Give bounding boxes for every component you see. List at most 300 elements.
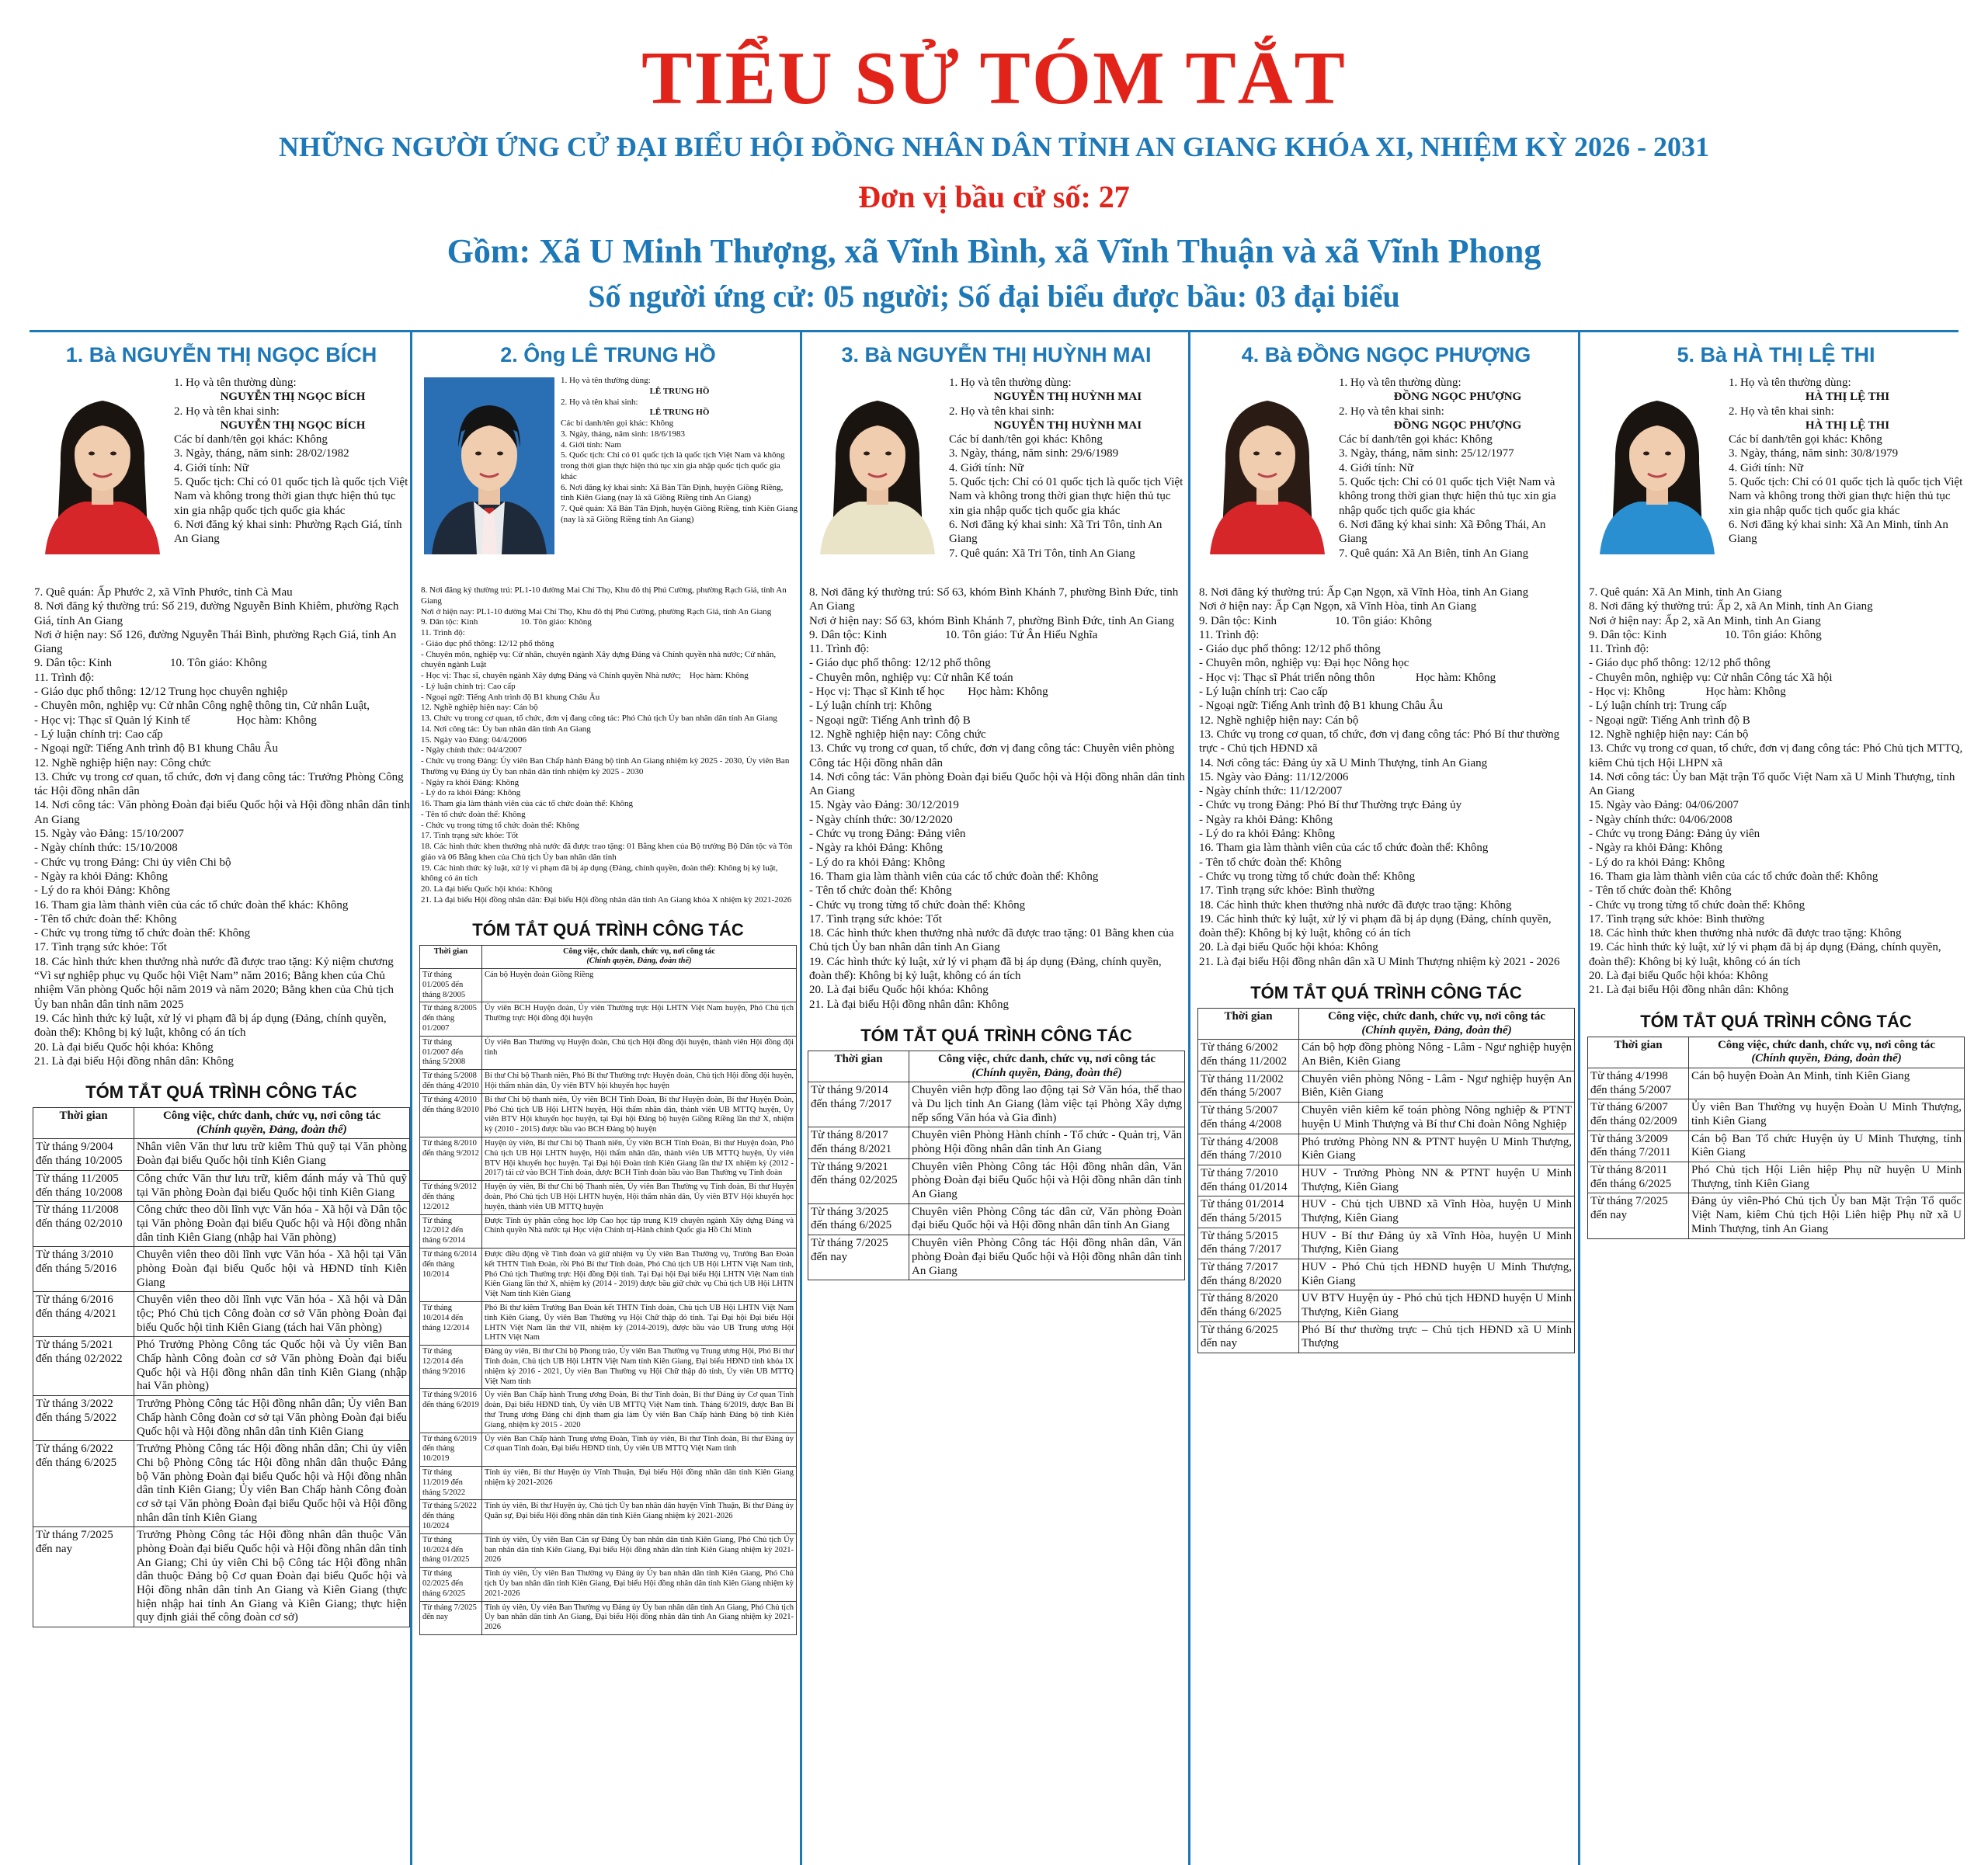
time-cell: Từ tháng 8/2017 đến tháng 8/2021 — [808, 1127, 909, 1158]
work-cell: Bí thư Chi bộ thanh niên, Ủy viên BCH Tỉnh Đoàn, Bí thư Huyện đoàn, Bí thư Huyện Đoàn, Phó Chủ tịch UB Hội LHTN huyện, Hội thẩm nhân dân, thành viên UB MTTQ huyện, Ủy viên BTV Hội khuyến học huyện, tại Đại hội Đảng bộ huyện Giồng Riềng lần thứ X, nhiệm kỳ (2010 - 2015) được bầu vào BCH Đảng bộ huyện — [482, 1093, 797, 1137]
table-row — [420, 1346, 797, 1389]
table-row — [420, 1093, 797, 1137]
table-row — [1198, 1103, 1575, 1134]
table-row — [808, 1203, 1185, 1235]
detail-line: 11. Trình độ: — [1199, 628, 1260, 641]
detail-line: 9. Dân tộc: Kinh 10. Tôn giáo: Không — [34, 657, 267, 670]
detail-line: 9. Dân tộc: Kinh 10. Tôn giáo: Không — [421, 617, 592, 627]
detail-line: 13. Chức vụ trong cơ quan, tổ chức, đơn vị đang công tác: Phó Bí thư thường trực - Chủ tịch HĐND xã — [1199, 728, 1562, 755]
work-history-table — [1587, 1037, 1965, 1239]
profile-line: HÀ THỊ LỆ THI — [1805, 418, 1890, 432]
work-cell: Nhân viên Văn thư lưu trữ kiêm Thủ quỹ tại Văn phòng Đoàn đại biểu Quốc hội tỉnh Kiên Giang — [134, 1139, 410, 1170]
detail-line: 20. Là đại biểu Quốc hội khóa: Không — [34, 1040, 214, 1054]
profile-line: LÊ TRUNG HỒ — [649, 408, 710, 418]
profile-line: Các bí danh/tên gọi khác: Không — [1339, 433, 1493, 446]
time-cell: Từ tháng 9/2021 đến tháng 02/2025 — [808, 1158, 909, 1203]
time-cell: Từ tháng 01/2005 đến tháng 8/2005 — [420, 969, 482, 1002]
detail-line: 14. Nơi công tác: Ủy ban nhân dân tỉnh An Giang — [421, 724, 591, 734]
detail-line: 8. Nơi đăng ký thường trú: Ấp 2, xã An Minh, tỉnh An Giang — [1589, 600, 1873, 613]
detail-line: - Giáo dục phổ thông: 12/12 Trung học chuyên nghiệp — [34, 686, 288, 699]
detail-line: 16. Tham gia làm thành viên của các tổ chức đoàn thể: Không — [1199, 842, 1489, 855]
time-column-header: Thời gian — [420, 945, 482, 969]
table-row — [420, 1070, 797, 1094]
detail-line: 14. Nơi công tác: Văn phòng Đoàn đại biểu Quốc hội và Hội đồng nhân dân tỉnh An Giang — [809, 770, 1187, 798]
detail-line: - Học vị: Thạc sĩ Kinh tế học Học hàm: Không — [809, 686, 1048, 699]
work-history-table — [33, 1107, 410, 1627]
detail-line: 16. Tham gia làm thành viên của các tổ chức đoàn thể: Không — [1589, 870, 1879, 883]
work-cell: Phó Bí thư thường trực – Chủ tịch HĐND xã U Minh Thượng — [1299, 1321, 1575, 1353]
detail-line: 21. Là đại biểu Hội đồng nhân dân: Không — [809, 998, 1010, 1011]
work-cell: Tỉnh ủy viên, Bí thư Huyện ủy, Chủ tịch Ủy ban nhân dân huyện Vĩnh Thuận, Bí thư Đảng ủy Quân sự, Đại biểu Hội đồng nhân dân tỉnh Kiên Giang nhiệm kỳ 2021-2026 — [482, 1500, 797, 1533]
detail-line: 11. Trình độ: — [421, 628, 465, 637]
work-column-header — [909, 1051, 1185, 1082]
detail-line: 15. Ngày vào Đảng: 04/4/2006 — [421, 735, 527, 745]
time-cell: Từ tháng 6/2025 đến nay — [1198, 1321, 1299, 1353]
profile-line: 4. Giới tính: Nữ — [949, 461, 1024, 474]
table-row — [420, 1601, 797, 1634]
profile-details — [1584, 585, 1968, 998]
time-cell: Từ tháng 8/2011 đến tháng 6/2025 — [1588, 1162, 1689, 1193]
profile-details — [30, 585, 413, 1068]
work-cell: UV BTV Huyện ủy - Phó chủ tịch HĐND huyện U Minh Thượng, Kiên Giang — [1299, 1290, 1575, 1321]
detail-line: 18. Các hình thức khen thưởng nhà nước đã được trao tặng: Kỷ niệm chương “Vì sự nghiệp phục vụ Quốc hội Việt Nam” năm 2016; Bằng khen của Chủ nhiệm Văn phòng Quốc hội năm 2019 và năm 2020; Bằng khen của Chủ tịch Ủy ban nhân dân tỉnh năm 2025 — [34, 955, 397, 1011]
table-row — [1588, 1130, 1965, 1162]
detail-line: 19. Các hình thức kỷ luật, xử lý vi phạm đã bị áp dụng (Đảng, chính quyền, đoàn thể): Không bị kỷ luật, không có án tích — [1589, 941, 1945, 968]
time-cell: Từ tháng 6/2019 đến tháng 10/2019 — [420, 1433, 482, 1466]
work-cell: Chuyên viên Phòng Công tác dân cử, Văn phòng Đoàn đại biểu Quốc hội và Hội đồng nhân dân tỉnh An Giang — [909, 1203, 1185, 1235]
detail-line: 19. Các hình thức kỷ luật, xử lý vi phạm đã bị áp dụng (Đảng, chính quyền, đoàn thể): Không bị kỷ luật, không có án tích — [809, 955, 1165, 983]
time-cell: Từ tháng 11/2005 đến tháng 10/2008 — [33, 1170, 134, 1201]
detail-line: - Lý luận chính trị: Cao cấp — [1199, 686, 1328, 699]
profile-line: NGUYỄN THỊ HUỲNH MAI — [993, 418, 1142, 432]
work-cell: Chuyên viên Phòng Công tác Hội đồng nhân dân, Văn phòng Đoàn đại biểu Quốc hội và Hội đồng nhân dân tỉnh An Giang — [909, 1235, 1185, 1280]
detail-line: - Chuyên môn, nghiệp vụ: Đại học Nông học — [1199, 657, 1409, 670]
detail-line: - Lý luận chính trị: Trung cấp — [1589, 700, 1727, 713]
time-cell: Từ tháng 3/2025 đến tháng 6/2025 — [808, 1203, 909, 1235]
detail-line: - Lý do ra khỏi Đảng: Không — [421, 788, 521, 798]
detail-line: 12. Nghề nghiệp hiện nay: Công chức — [34, 756, 211, 769]
time-cell: Từ tháng 9/2004 đến tháng 10/2005 — [33, 1139, 134, 1170]
profile-line: 5. Quốc tịch: Chỉ có 01 quốc tịch Việt Nam và không trong thời gian thực hiện thủ tục xin gia nhập quốc tịch quốc gia khác — [1339, 476, 1556, 517]
work-history-table — [419, 945, 797, 1635]
candidate-profile — [1194, 376, 1578, 585]
time-cell: Từ tháng 10/2024 đến tháng 01/2025 — [420, 1533, 482, 1567]
detail-line: 20. Là đại biểu Quốc hội khóa: Không — [809, 984, 989, 997]
detail-line: 8. Nơi đăng ký thường trú: Số 63, khóm Bình Khánh 7, phường Bình Đức, tỉnh An Giang — [809, 586, 1181, 613]
detail-line: - Học vị: Thạc sĩ, chuyên ngành Xây dựng Đảng và Chính quyền Nhà nước; Học hàm: Không — [421, 671, 749, 680]
detail-line: - Ngày chính thức: 04/4/2007 — [421, 745, 522, 755]
detail-line: 7. Quê quán: Xã An Minh, tỉnh An Giang — [1589, 586, 1782, 599]
time-column-header: Thời gian — [33, 1108, 134, 1139]
work-cell: Chuyên viên kiêm kế toán phòng Nông nghiệp & PTNT huyện U Minh Thượng và Bí thư Chi đoàn Nông Nghiệp — [1299, 1103, 1575, 1134]
detail-line: Nơi ở hiện nay: Số 63, khóm Bình Khánh 7, phường Bình Đức, tỉnh An Giang — [809, 614, 1175, 627]
table-row — [420, 1433, 797, 1466]
profile-line: Các bí danh/tên gọi khác: Không — [949, 433, 1103, 446]
candidate-profile — [30, 376, 413, 585]
detail-line: 8. Nơi đăng ký thường trú: Ấp Cạn Ngọn, xã Vĩnh Hòa, tỉnh An Giang — [1199, 586, 1529, 599]
detail-line: 8. Nơi đăng ký thường trú: PL1-10 đường Mai Chí Thọ, Khu đô thị Phú Cường, phường Rạch Giá, tỉnh An Giang — [421, 585, 789, 606]
detail-line: - Chức vụ trong từng tổ chức đoàn thể: Không — [1589, 898, 1806, 912]
time-cell: Từ tháng 01/2014 đến tháng 5/2015 — [1198, 1196, 1299, 1228]
profile-line: ĐỒNG NGỌC PHƯỢNG — [1393, 418, 1522, 432]
table-row — [420, 1568, 797, 1601]
work-column-header — [1689, 1037, 1965, 1068]
work-cell: Huyện ủy viên, Bí thư Chi bộ Thanh niên, Ủy viên Ban Thường vụ Tỉnh đoàn, Bí thư Huyện đoàn, Phó Chủ tịch UB Hội LHTN huyện, Hội thẩm nhân dân, Ủy viên BTV Hội khuyến học huyện, thành viên UB MTTQ huyện — [482, 1181, 797, 1214]
candidate-profile — [1584, 376, 1968, 585]
work-cell: Phó trưởng Phòng NN & PTNT huyện U Minh Thượng, Kiên Giang — [1299, 1134, 1575, 1165]
detail-line: 17. Tình trạng sức khỏe: Tốt — [809, 912, 942, 926]
profile-line: 3. Ngày, tháng, năm sinh: 28/02/1982 — [174, 447, 349, 460]
detail-line: 17. Tình trạng sức khỏe: Bình thường — [1199, 884, 1375, 898]
work-header-sub: (Chính quyền, Đảng, đoàn thể) — [1361, 1023, 1512, 1037]
detail-line: 21. Là đại biểu Hội đồng nhân dân xã U Minh Thượng nhiệm kỳ 2021 - 2026 — [1199, 955, 1560, 968]
profile-line: 7. Quê quán: Xã An Biên, tỉnh An Giang — [1339, 547, 1529, 560]
candidate-column — [1584, 332, 1968, 1865]
time-cell: Từ tháng 9/2012 đến tháng 12/2012 — [420, 1181, 482, 1214]
electoral-area: Gồm: Xã U Minh Thượng, xã Vĩnh Bình, xã Vĩnh Thuận và xã Vĩnh Phong — [447, 232, 1541, 270]
table-row — [420, 1466, 797, 1499]
profile-line: NGUYỄN THỊ NGỌC BÍCH — [220, 418, 366, 432]
table-row — [1588, 1162, 1965, 1193]
candidate-photo — [812, 377, 943, 554]
table-row — [33, 1441, 410, 1527]
detail-line: 18. Các hình thức khen thưởng nhà nước đã được trao tặng: Không — [1589, 927, 1902, 940]
detail-line: 9. Dân tộc: Kinh 10. Tôn giáo: Không — [1199, 614, 1432, 627]
table-row — [808, 1127, 1185, 1158]
detail-line: 20. Là đại biểu Quốc hội khóa: Không — [1589, 970, 1768, 983]
time-cell: Từ tháng 9/2014 đến tháng 7/2017 — [808, 1082, 909, 1127]
detail-line: - Lý luận chính trị: Cao cấp — [421, 681, 516, 691]
table-row — [1198, 1290, 1575, 1321]
candidate-column — [416, 332, 800, 1865]
detail-line: - Ngày ra khỏi Đảng: Không — [34, 870, 169, 883]
page-subtitle: NHỮNG NGƯỜI ỨNG CỬ ĐẠI BIỂU HỘI ĐỒNG NHÂN DÂN TỈNH AN GIANG KHÓA XI, NHIỆM KỲ 2026 - 2031 — [278, 131, 1710, 162]
time-cell: Từ tháng 6/2022 đến tháng 6/2025 — [33, 1441, 134, 1527]
detail-line: Nơi ở hiện nay: Ấp 2, xã An Minh, tỉnh An Giang — [1589, 614, 1821, 627]
candidate-profile — [416, 376, 800, 585]
table-row — [33, 1247, 410, 1292]
work-column-header — [1299, 1009, 1575, 1040]
profile-line: LÊ TRUNG HỒ — [649, 386, 710, 396]
profile-line: 6. Nơi đăng ký khai sinh: Xã Tri Tôn, tỉnh An Giang — [949, 518, 1163, 546]
profile-line: 2. Họ và tên khai sinh: — [561, 397, 638, 407]
table-row — [33, 1396, 410, 1441]
profile-line: 6. Nơi đăng ký khai sinh: Xã An Minh, tỉnh An Giang — [1729, 518, 1948, 546]
table-row — [420, 1500, 797, 1533]
detail-line: - Chuyên môn, nghiệp vụ: Cử nhân Công nghệ thông tin, Cử nhân Luật, — [34, 700, 370, 713]
profile-line: 6. Nơi đăng ký khai sinh: Phường Rạch Giá, tỉnh An Giang — [174, 518, 402, 546]
work-cell: Cán bộ Ban Tổ chức Huyện ủy U Minh Thượng, tỉnh Kiên Giang — [1689, 1130, 1965, 1162]
detail-line: Nơi ở hiện nay: Ấp Cạn Ngọn, xã Vĩnh Hòa, tỉnh An Giang — [1199, 600, 1477, 613]
profile-line: Các bí danh/tên gọi khác: Không — [174, 433, 328, 446]
time-cell: Từ tháng 7/2025 đến nay — [1588, 1193, 1689, 1238]
detail-line: - Chức vụ trong từng tổ chức đoàn thể: Không — [421, 820, 579, 830]
candidate-column — [1194, 332, 1578, 1865]
table-row — [33, 1202, 410, 1247]
detail-line: - Giáo dục phổ thông: 12/12 phổ thông — [421, 638, 554, 648]
detail-line: 9. Dân tộc: Kinh 10. Tôn giáo: Tứ Ân Hiếu Nghĩa — [809, 628, 1098, 641]
detail-line: - Chức vụ trong Đảng: Phó Bí thư Thường trực Đảng ủy — [1199, 799, 1462, 812]
detail-line: - Lý luận chính trị: Không — [809, 700, 932, 713]
detail-line: - Lý do ra khỏi Đảng: Không — [1199, 828, 1335, 841]
time-cell: Từ tháng 12/2014 đến tháng 9/2016 — [420, 1346, 482, 1389]
detail-line: - Tên tổ chức đoàn thể: Không — [421, 809, 526, 819]
work-column-header — [134, 1108, 410, 1139]
detail-line: - Học vị: Không Học hàm: Không — [1589, 686, 1786, 699]
time-cell: Từ tháng 3/2022 đến tháng 5/2022 — [33, 1396, 134, 1441]
profile-line: 1. Họ và tên thường dùng: — [949, 377, 1072, 389]
work-header-line: Công việc, chức danh, chức vụ, nơi công tác — [1327, 1010, 1546, 1023]
work-history-title: TÓM TẮT QUÁ TRÌNH CÔNG TÁC — [1250, 983, 1522, 1003]
profile-line: 2. Họ và tên khai sinh: — [174, 405, 280, 418]
work-history-title: TÓM TẮT QUÁ TRÌNH CÔNG TÁC — [1640, 1011, 1912, 1031]
detail-line: 15. Ngày vào Đảng: 30/12/2019 — [809, 799, 959, 812]
page-title: TIỂU SỬ TÓM TẮT — [641, 36, 1347, 120]
detail-line: - Chuyên môn, nghiệp vụ: Cử nhân Công tác Xã hội — [1589, 671, 1833, 684]
detail-line: - Ngày chính thức: 11/12/2007 — [1199, 785, 1343, 798]
table-row — [808, 1235, 1185, 1280]
table-row — [420, 1036, 797, 1069]
work-cell: Phó Chủ tịch Hội Liên hiệp Phụ nữ huyện U Minh Thượng, tỉnh Kiên Giang — [1689, 1162, 1965, 1193]
detail-line: 19. Các hình thức kỷ luật, xử lý vi phạm đã bị áp dụng (Đảng, chính quyền, đoàn thể): Không bị kỷ luật, không có án tích — [1199, 912, 1555, 940]
profile-line: HÀ THỊ LỆ THI — [1805, 391, 1890, 404]
candidate-column — [805, 332, 1188, 1865]
detail-line: - Chức vụ trong từng tổ chức đoàn thể: Không — [809, 898, 1026, 912]
work-cell: HUV - Trưởng Phòng NN & PTNT huyện U Minh Thượng, Kiên Giang — [1299, 1165, 1575, 1196]
work-cell: Ủy viên Ban Thường vụ Huyện đoàn, Chủ tịch Hội đồng đội huyện, thành viên Hội đồng đội tỉnh — [482, 1036, 797, 1069]
detail-line: - Ngoại ngữ: Tiếng Anh trình độ B1 khung Châu Âu — [1199, 700, 1443, 713]
table-row — [420, 1533, 797, 1567]
work-header-line: Công việc, chức danh, chức vụ, nơi công tác — [162, 1110, 381, 1123]
profile-line: 1. Họ và tên thường dùng: — [1729, 377, 1851, 389]
work-cell: Phó Trưởng Phòng Công tác Quốc hội và Ủy viên Ban Chấp hành Công đoàn cơ sở Văn phòng Đoàn đại biểu Quốc hội và Hội đồng nhân dân tỉnh Kiên Giang (nhập hai Văn phòng) — [134, 1337, 410, 1396]
table-row — [1198, 1259, 1575, 1290]
work-cell: Tỉnh ủy viên, Ủy viên Ban Thường vụ Đảng ủy Ủy ban nhân dân tỉnh Kiên Giang, Phó Chủ tịch Ủy ban nhân dân tỉnh Kiên Giang, Đại biểu Hội đồng nhân dân tỉnh Kiên Giang nhiệm kỳ 2021-2026 — [482, 1568, 797, 1601]
time-cell: Từ tháng 4/2008 đến tháng 7/2010 — [1198, 1134, 1299, 1165]
column-divider — [1188, 332, 1190, 1865]
detail-line: 21. Là đại biểu Hội đồng nhân dân: Không — [34, 1054, 235, 1068]
profile-line: 2. Họ và tên khai sinh: — [1729, 405, 1834, 418]
detail-line: 11. Trình độ: — [34, 671, 95, 684]
detail-line: - Lý do ra khỏi Đảng: Không — [34, 884, 170, 898]
detail-line: 20. Là đại biểu Quốc hội khóa: Không — [1199, 941, 1378, 954]
time-cell: Từ tháng 6/2007 đến tháng 02/2009 — [1588, 1099, 1689, 1130]
detail-line: 15. Ngày vào Đảng: 11/12/2006 — [1199, 770, 1349, 783]
detail-line: 18. Các hình thức khen thưởng nhà nước đã được trao tặng: Không — [1199, 898, 1512, 912]
detail-line: 21. Là đại biểu Hội đồng nhân dân: Không — [1589, 984, 1789, 997]
work-cell: Cán bộ Huyện đoàn Giồng Riềng — [482, 969, 797, 1002]
time-cell: Từ tháng 4/2010 đến tháng 8/2010 — [420, 1093, 482, 1137]
profile-line: 4. Giới tính: Nữ — [174, 461, 249, 474]
detail-line: - Ngày ra khỏi Đảng: Không — [421, 777, 520, 787]
profile-details — [416, 585, 800, 906]
work-header-sub: (Chính quyền, Đảng, đoàn thể) — [971, 1066, 1122, 1079]
work-cell: Trưởng Phòng Công tác Hội đồng nhân dân; Ủy viên Ban Chấp hành Công đoàn cơ sở tại Văn phòng Đoàn đại biểu Quốc hội và Hội đồng nhân dân tỉnh Kiên Giang — [134, 1396, 410, 1441]
work-cell: Phó Bí thư kiêm Trưởng Ban Đoàn kết THTN Tỉnh đoàn, Chủ tịch UB Hội LHTN Việt Nam tỉnh Kiên Giang, Ủy viên Ban Thường vụ Hội Chữ thập đỏ tỉnh. Tại Đại hội Đại biểu Hội LHTN Việt Nam lần thứ VII, nhiệm kỳ (2014-2019), được bầu vào UB Trung ương Hội LHTN Việt Nam — [482, 1302, 797, 1346]
profile-line: 7. Quê quán: Xã Tri Tôn, tỉnh An Giang — [949, 547, 1135, 560]
profile-line: Các bí danh/tên gọi khác: Không — [1729, 433, 1882, 446]
profile-line: 3. Ngày, tháng, năm sinh: 25/12/1977 — [1339, 447, 1514, 460]
detail-line: - Ngày chính thức: 04/06/2008 — [1589, 813, 1733, 826]
work-cell: Ủy viên Ban Chấp hành Trung ương Đoàn, Bí thư Tỉnh đoàn, Bí thư Đảng ủy Cơ quan Tỉnh đoàn, Đại biểu HĐND tỉnh, Ủy viên UB MTTQ Việt Nam tỉnh. Tháng 6/2019, được Ban Bí thư Trung ương Đảng chỉ định tham gia làm Ủy viên Ban Chấp hành Đảng bộ tỉnh Kiên Giang, nhiệm kỳ 2015 - 2020 — [482, 1389, 797, 1433]
profile-summary — [1339, 376, 1576, 561]
work-cell: Đảng ủy viên, Bí thư Chi bộ Phong trào, Ủy viên Ban Thường vụ Trung ương Hội, Phó Bí thư Tỉnh đoàn, Chủ tịch UB Hội LHTN Việt Nam tỉnh Kiên Giang, Đại biểu HĐND tỉnh khóa IX nhiệm kỳ 2016 - 2021, Ủy viên Ban Thường vụ Hội Chữ thập đỏ tỉnh, Ủy viên UB MTTQ Việt Nam tỉnh — [482, 1346, 797, 1389]
detail-line: - Chức vụ trong từng tổ chức đoàn thể: Không — [34, 927, 251, 940]
detail-line: - Học vị: Thạc sĩ Phát triển nông thôn Học hàm: Không — [1199, 671, 1496, 684]
profile-line: 1. Họ và tên thường dùng: — [1339, 377, 1461, 389]
work-cell: Chuyên viên theo dõi lĩnh vực Văn hóa - Xã hội tại Văn phòng Đoàn đại biểu Quốc hội và HĐND tỉnh Kiên Giang — [134, 1247, 410, 1292]
time-cell: Từ tháng 01/2007 đến tháng 5/2008 — [420, 1036, 482, 1069]
table-row — [808, 1082, 1185, 1127]
detail-line: Nơi ở hiện nay: Số 126, đường Nguyễn Thái Bình, phường Rạch Giá, tỉnh An Giang — [34, 628, 400, 656]
time-cell: Từ tháng 5/2022 đến tháng 10/2024 — [420, 1500, 482, 1533]
table-row — [420, 1181, 797, 1214]
detail-line: - Ngày chính thức: 15/10/2008 — [34, 842, 178, 855]
detail-line: - Lý luận chính trị: Cao cấp — [34, 728, 163, 741]
profile-line: 6. Nơi đăng ký khai sinh: Xã Đông Thái, An Giang — [1339, 518, 1546, 546]
time-cell: Từ tháng 8/2005 đến tháng 01/2007 — [420, 1002, 482, 1036]
time-cell: Từ tháng 7/2025 đến nay — [33, 1527, 134, 1627]
work-cell: Ủy viên Ban Chấp hành Trung ương Đoàn, Tỉnh ủy viên, Bí thư Tỉnh đoàn, Bí thư Đảng ủy Cơ quan Tỉnh đoàn, Đại biểu HĐND tỉnh, Ủy viên UB MTTQ Việt Nam tỉnh — [482, 1433, 797, 1466]
work-cell: Cán bộ hợp đồng phòng Nông - Lâm - Ngư nghiệp huyện An Biên, Kiên Giang — [1299, 1040, 1575, 1071]
detail-line: 12. Nghề nghiệp hiện nay: Cán bộ — [1589, 728, 1749, 741]
time-cell: Từ tháng 7/2017 đến tháng 8/2020 — [1198, 1259, 1299, 1290]
detail-line: 13. Chức vụ trong cơ quan, tổ chức, đơn vị đang công tác: Phó Chủ tịch MTTQ, kiêm Chủ tịch Hội LHPN xã — [1589, 742, 1965, 769]
detail-line: 13. Chức vụ trong cơ quan, tổ chức, đơn vị đang công tác: Chuyên viên phòng Công tác Hội đồng nhân dân — [809, 742, 1178, 769]
detail-line: - Ngày ra khỏi Đảng: Không — [1589, 842, 1723, 855]
detail-line: 14. Nơi công tác: Văn phòng Đoàn đại biểu Quốc hội và Hội đồng nhân dân tỉnh An Giang — [34, 799, 412, 826]
time-column-header: Thời gian — [808, 1051, 909, 1082]
time-cell: Từ tháng 3/2009 đến tháng 7/2011 — [1588, 1130, 1689, 1162]
time-cell: Từ tháng 11/2019 đến tháng 5/2022 — [420, 1466, 482, 1499]
time-cell: Từ tháng 7/2010 đến tháng 01/2014 — [1198, 1165, 1299, 1196]
work-header-line: Công việc, chức danh, chức vụ, nơi công tác — [1717, 1038, 1936, 1051]
work-cell: Tỉnh ủy viên, Ủy viên Ban Cán sự Đảng Ủy ban nhân dân tỉnh Kiên Giang, Phó Chủ tịch Ủy ban nhân dân tỉnh Kiên Giang, Đại biểu Hội đồng nhân dân tỉnh Kiên Giang nhiệm kỳ 2021-2026 — [482, 1533, 797, 1567]
detail-line: 18. Các hình thức khen thưởng nhà nước đã được trao tặng: 01 Bằng khen của Chủ tịch Ủy ban nhân dân tỉnh An Giang — [809, 927, 1177, 954]
detail-line: - Chức vụ trong Đảng: Chi ủy viên Chi bộ — [34, 856, 231, 869]
detail-line: - Ngoại ngữ: Tiếng Anh trình độ B1 khung Châu Âu — [34, 742, 278, 755]
profile-summary — [1729, 376, 1966, 547]
work-header-sub: (Chính quyền, Đảng, đoàn thể) — [1751, 1052, 1902, 1065]
work-history-table — [808, 1051, 1185, 1280]
detail-line: 17. Tình trạng sức khỏe: Tốt — [34, 941, 167, 954]
table-row — [420, 1137, 797, 1181]
work-cell: Tỉnh ủy viên, Ủy viên Ban Thường vụ Đảng ủy Ủy ban nhân dân tỉnh An Giang, Phó Chủ tịch Ủy ban nhân dân tỉnh An Giang, Đại biểu Hội đồng nhân dân tỉnh An Giang nhiệm kỳ 2021-2026 — [482, 1601, 797, 1634]
detail-line: 14. Nơi công tác: Ủy ban Mặt trận Tổ quốc Việt Nam xã U Minh Thượng, tỉnh An Giang — [1589, 770, 1958, 798]
detail-line: 13. Chức vụ trong cơ quan, tổ chức, đơn vị đang công tác: Trưởng Phòng Công tác Hội đồng nhân dân — [34, 770, 407, 798]
time-cell: Từ tháng 6/2014 đến tháng 10/2014 — [420, 1249, 482, 1302]
table-row — [1588, 1193, 1965, 1238]
detail-line: 16. Tham gia làm thành viên của các tổ chức đoàn thể: Không — [421, 799, 634, 808]
work-cell: Đảng ủy viên-Phó Chủ tịch Ủy ban Mặt Trận Tổ quốc Việt Nam, kiêm Chủ tịch Hội Liên hiệp Phụ nữ xã U Minh Thượng, tỉnh An Giang — [1689, 1193, 1965, 1238]
time-cell: Từ tháng 6/2002 đến tháng 11/2002 — [1198, 1040, 1299, 1071]
detail-line: 16. Tham gia làm thành viên của các tổ chức đoàn thể khác: Không — [34, 898, 349, 912]
work-history-title: TÓM TẮT QUÁ TRÌNH CÔNG TÁC — [860, 1025, 1132, 1045]
profile-line: NGUYỄN THỊ NGỌC BÍCH — [220, 391, 366, 404]
profile-summary — [174, 376, 412, 547]
profile-details — [805, 585, 1188, 1012]
time-cell: Từ tháng 4/1998 đến tháng 5/2007 — [1588, 1068, 1689, 1099]
detail-line: 21. Là đại biểu Hội đồng nhân dân: Đại biểu Hội đồng nhân dân tỉnh An Giang khóa X nhiệm kỳ 2021-2026 — [421, 894, 792, 905]
profile-line: 3. Ngày, tháng, năm sinh: 29/6/1989 — [949, 447, 1119, 460]
work-cell: Chuyên viên hợp đồng lao động tại Sở Văn hóa, thể thao và Du lịch tỉnh An Giang (làm việc tại Phòng Xây dựng nếp sống Văn hóa và Gia đình) — [909, 1082, 1185, 1127]
detail-line: - Ngày chính thức: 30/12/2020 — [809, 813, 953, 826]
profile-line: 1. Họ và tên thường dùng: — [174, 377, 297, 389]
detail-line: - Ngày ra khỏi Đảng: Không — [1199, 813, 1333, 826]
detail-line: Nơi ở hiện nay: PL1-10 đường Mai Chí Thọ, Khu đô thị Phú Cường, phường Rạch Giá, tỉnh An Giang — [421, 606, 772, 616]
profile-details — [1194, 585, 1578, 969]
work-header-sub: (Chính quyền, Đảng, đoàn thể) — [196, 1123, 347, 1136]
time-cell: Từ tháng 6/2016 đến tháng 4/2021 — [33, 1292, 134, 1337]
work-cell: HUV - Phó Chủ tịch HĐND huyện U Minh Thượng, Kiên Giang — [1299, 1259, 1575, 1290]
time-cell: Từ tháng 9/2016 đến tháng 6/2019 — [420, 1389, 482, 1433]
time-cell: Từ tháng 5/2015 đến tháng 7/2017 — [1198, 1228, 1299, 1259]
work-cell: HUV - Chủ tịch UBND xã Vĩnh Hòa, huyện U Minh Thượng, Kiên Giang — [1299, 1196, 1575, 1228]
profile-line: 5. Quốc tịch: Chỉ có 01 quốc tịch là quốc tịch Việt Nam và không trong thời gian thực hiện thủ tục xin gia nhập quốc tịch quốc gia khác — [1729, 476, 1963, 517]
detail-line: - Ngoại ngữ: Tiếng Anh trình độ B — [1589, 714, 1750, 727]
detail-line: - Ngoại ngữ: Tiếng Anh trình độ B1 khung Châu Âu — [421, 692, 600, 702]
table-row — [420, 1002, 797, 1036]
work-cell: Chuyên viên theo dõi lĩnh vực Văn hóa - Xã hội và Dân tộc; Phó Chủ tịch Công đoàn cơ sở Văn phòng Đoàn đại biểu Quốc hội tỉnh Kiên Giang (tách hai Văn phòng) — [134, 1292, 410, 1337]
table-row — [1588, 1099, 1965, 1130]
work-cell: Chuyên viên Phòng Hành chính - Tổ chức - Quản trị, Văn phòng Hội đồng nhân dân tỉnh An Giang — [909, 1127, 1185, 1158]
profile-line: 2. Họ và tên khai sinh: — [1339, 405, 1444, 418]
detail-line: 19. Các hình thức kỷ luật, xử lý vi phạm đã bị áp dụng (Đảng, chính quyền, đoàn thể): Không bị kỷ luật, không có án tích — [421, 863, 780, 884]
profile-line: 4. Giới tính: Nam — [561, 439, 621, 450]
table-row — [1198, 1228, 1575, 1259]
work-cell: Bí thư Chi bộ Thanh niên, Phó Bí thư Thường trực Huyện đoàn, Chủ tịch Hội đồng đội huyện, Hội thẩm nhân dân, Ủy viên BTV hội khuyến học huyện — [482, 1070, 797, 1094]
detail-line: - Tên tổ chức đoàn thể: Không — [1199, 856, 1342, 869]
detail-line: - Học vị: Thạc sĩ Quản lý Kinh tế Học hàm: Không — [34, 714, 317, 727]
detail-line: 11. Trình độ: — [1589, 643, 1649, 656]
profile-line: 3. Ngày, tháng, năm sinh: 30/8/1979 — [1729, 447, 1899, 460]
table-row — [420, 969, 797, 1002]
detail-line: - Giáo dục phổ thông: 12/12 phổ thông — [1589, 657, 1771, 670]
detail-line: - Chức vụ trong Đảng: Đảng ủy viên — [1589, 828, 1760, 841]
electoral-unit: Đơn vị bầu cử số: 27 — [858, 179, 1130, 214]
profile-line: 7. Quê quán: Xã Bàn Tân Định, huyện Giồng Riềng, tỉnh Kiên Giang (nay là xã Giồng Riềng tỉnh An Giang) — [561, 504, 798, 524]
table-row — [1588, 1068, 1965, 1099]
candidate-count: Số người ứng cử: 05 người; Số đại biểu được bầu: 03 đại biểu — [588, 279, 1400, 314]
work-cell: Tỉnh ủy viên, Bí thư Huyện ủy Vĩnh Thuận, Đại biểu Hội đồng nhân dân tỉnh Kiên Giang nhiệm kỳ 2021-2026 — [482, 1466, 797, 1499]
table-row — [420, 1214, 797, 1248]
profile-summary — [561, 376, 798, 526]
profile-line: 2. Họ và tên khai sinh: — [949, 405, 1055, 418]
work-history-title: TÓM TẮT QUÁ TRÌNH CÔNG TÁC — [472, 919, 744, 939]
table-row — [420, 1302, 797, 1346]
table-row — [1198, 1134, 1575, 1165]
table-row — [1198, 1321, 1575, 1353]
work-cell: Chuyên viên Phòng Công tác Hội đồng nhân dân, Văn phòng Đoàn đại biểu Quốc hội và Hội đồng nhân dân tỉnh An Giang — [909, 1158, 1185, 1203]
work-cell: Được Tỉnh ủy phân công học lớp Cao học tập trung K19 chuyên ngành Xây dựng Đảng và Chính quyền Nhà nước tại Học viện Chính trị-Hành chính Quốc gia Hồ Chí Minh — [482, 1214, 797, 1248]
table-row — [33, 1170, 410, 1201]
work-cell: Được điều động về Tỉnh đoàn và giữ nhiệm vụ Ủy viên Ban Thường vụ, Trưởng Ban Đoàn kết THTN Tỉnh Đoàn, rồi Phó Bí thư Tỉnh đoàn, Phó Chủ tịch UB Hội LHTN Việt Nam tỉnh, Phó Chủ tịch Thường trực Hội đồng Đội tỉnh. Tại Đại hội Đại biểu Hội LHTN Việt Nam tỉnh Kiên Giang lần thứ X, nhiệm kỳ (2014 - 2019) được bầu giữ chức vụ Chủ tịch UB Hội LHTN Việt Nam tỉnh Kiên Giang — [482, 1249, 797, 1302]
work-history-table — [1197, 1008, 1575, 1353]
table-row — [33, 1337, 410, 1396]
detail-line: 12. Nghề nghiệp hiện nay: Cán bộ — [1199, 714, 1359, 727]
time-cell: Từ tháng 5/2008 đến tháng 4/2010 — [420, 1070, 482, 1094]
time-cell: Từ tháng 5/2007 đến tháng 4/2008 — [1198, 1103, 1299, 1134]
detail-line: - Ngoại ngữ: Tiếng Anh trình độ B — [809, 714, 971, 727]
detail-line: 19. Các hình thức kỷ luật, xử lý vi phạm đã bị áp dụng (Đảng, chính quyền, đoàn thể): Không bị kỷ luật, không có án tích — [34, 1012, 390, 1040]
detail-line: - Giáo dục phổ thông: 12/12 phổ thông — [1199, 643, 1381, 656]
page-header — [0, 0, 1988, 318]
detail-line: - Tên tổ chức đoàn thể: Không — [809, 884, 952, 898]
time-column-header: Thời gian — [1588, 1037, 1689, 1068]
detail-line: - Giáo dục phổ thông: 12/12 phổ thông — [809, 657, 991, 670]
detail-line: 9. Dân tộc: Kinh 10. Tôn giáo: Không — [1589, 628, 1822, 641]
detail-line: 12. Nghề nghiệp hiện nay: Công chức — [809, 728, 986, 741]
